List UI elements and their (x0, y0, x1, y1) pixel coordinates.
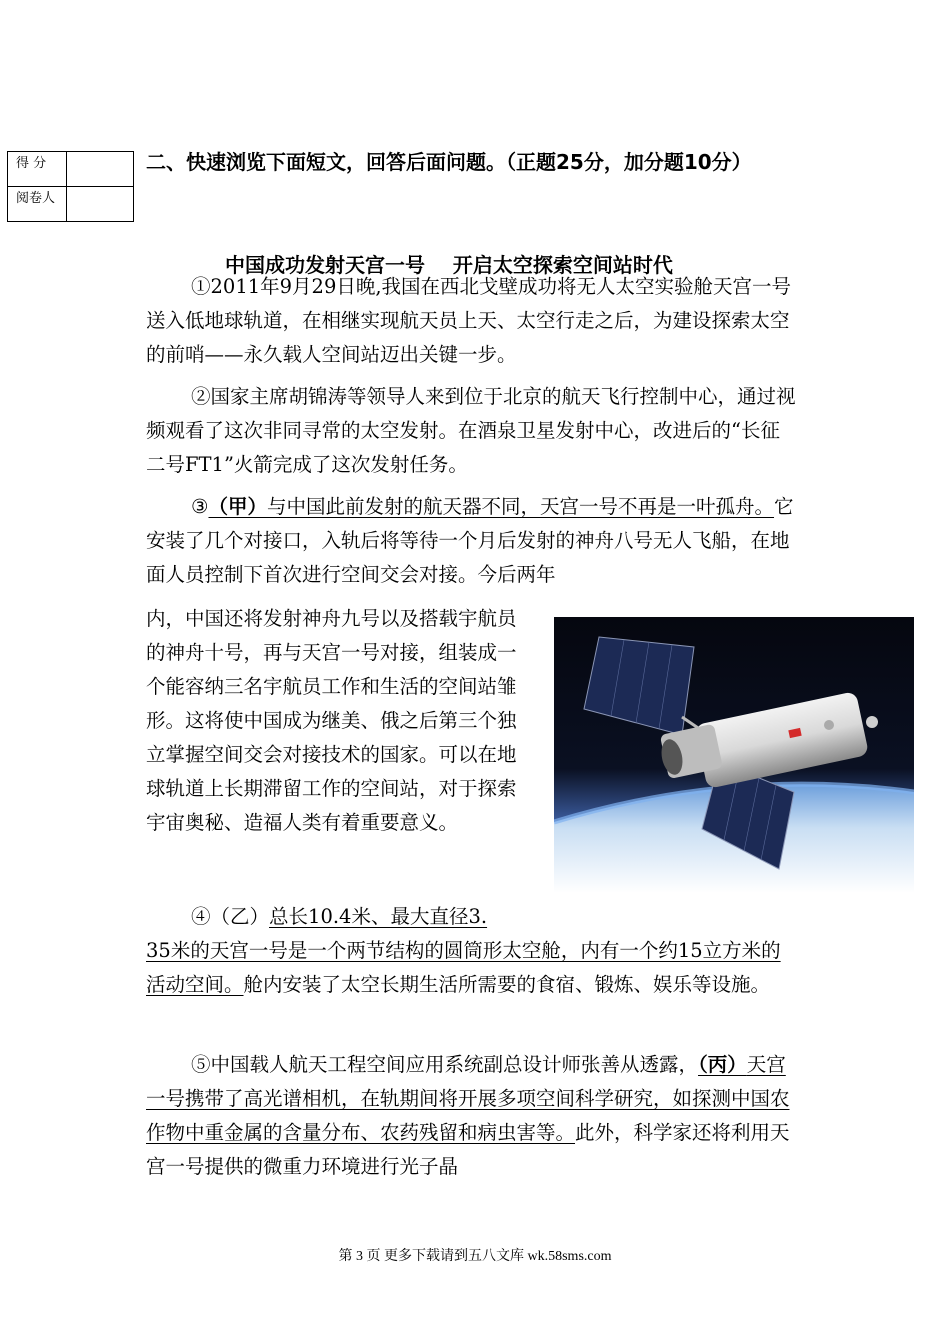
paragraph-5 (146, 1048, 796, 1184)
paragraph-4-number: ④ (191, 905, 211, 928)
paragraph-3-number: ③ (191, 495, 209, 518)
paragraph-3-continued (146, 602, 531, 840)
score-cell (67, 152, 134, 187)
underlined-sentence-jia: 与中国此前发射的航天器不同，天宫一号不再是一叶孤舟。 (267, 495, 775, 518)
underlined-sentence-bing: 天宫一号携带了高光谱相机，在轨期间将开展多项空间科学研究，如探测中国农作物中重金属的含量分布、农药残留和病虫害等。 (146, 1053, 790, 1144)
score-label: 得 分 (8, 152, 67, 187)
mark-jia: （甲） (208, 495, 267, 518)
paragraph-5-intro: ⑤中国载人航天工程空间应用系统副总设计师张善从透露， (191, 1053, 699, 1076)
page-footer: 第 3 页 更多下载请到五八文库 wk.58sms.com (338, 1249, 612, 1264)
paragraph-4 (146, 900, 796, 1002)
paragraph-2 (146, 380, 796, 482)
paragraph-1 (146, 270, 796, 372)
paragraph-1-text: ①2011年9月29日晚,我国在西北戈壁成功将无人太空实验舱天宫一号送入低地球轨道，在相继实现航天员上天、太空行走之后，为建设探索太空的前哨——永久载人空间站迈出关键一步。 (146, 275, 792, 366)
paragraph-3 (146, 490, 796, 592)
article-title: 中国成功发射天宫一号 开启太空探索空间站时代 (225, 253, 673, 277)
paragraph-5-text: 此外，科学家还将利用天宫一号提供的微重力环境进行光子晶 (146, 1121, 790, 1178)
score-table (7, 151, 134, 222)
spacecraft-illustration (554, 617, 914, 893)
grader-label: 阅卷人 (8, 187, 67, 222)
tiangong-photo (554, 617, 914, 893)
grader-cell (67, 187, 134, 222)
underlined-sentence-yi-1: 总长10.4米、最大直径3. (269, 905, 488, 928)
underlined-sentence-yi-2: 35米的天宫一号是一个两节结构的圆筒形太空舱，内有一个约15立方米的活动空间。 (146, 939, 781, 996)
paragraph-3-text-b: 内，中国还将发射神舟九号以及搭载宇航员的神舟十号，再与天宫一号对接，组装成一个能容纳三名宇航员工作和生活的空间站雏形。这将使中国成为继美、俄之后第三个独立掌握空间交会对接技术的国家。可以在地球轨道上长期滞留工作的空间站，对于探索宇宙奥秘、造福人类有着重要意义。 (146, 607, 517, 834)
mark-yi: （乙） (210, 905, 270, 928)
mark-bing: （丙） (698, 1053, 747, 1076)
paragraph-4-text: 舱内安装了太空长期生活所需要的食宿、锻炼、娱乐等设施。 (243, 973, 771, 996)
paragraph-2-text: ②国家主席胡锦涛等领导人来到位于北京的航天飞行控制中心，通过视频观看了这次非同寻常的太空发射。在酒泉卫星发射中心，改进后的“长征二号FT1”火箭完成了这次发射任务。 (146, 385, 796, 476)
section-title: 二、快速浏览下面短文，回答后面问题。（正题25分，加分题10分） (146, 150, 752, 174)
paragraph-3-text-a: 它安装了几个对接口，入轨后将等待一个月后发射的神舟八号无人飞船，在地面人员控制下首次进行空间交会对接。今后两年 (146, 495, 794, 586)
